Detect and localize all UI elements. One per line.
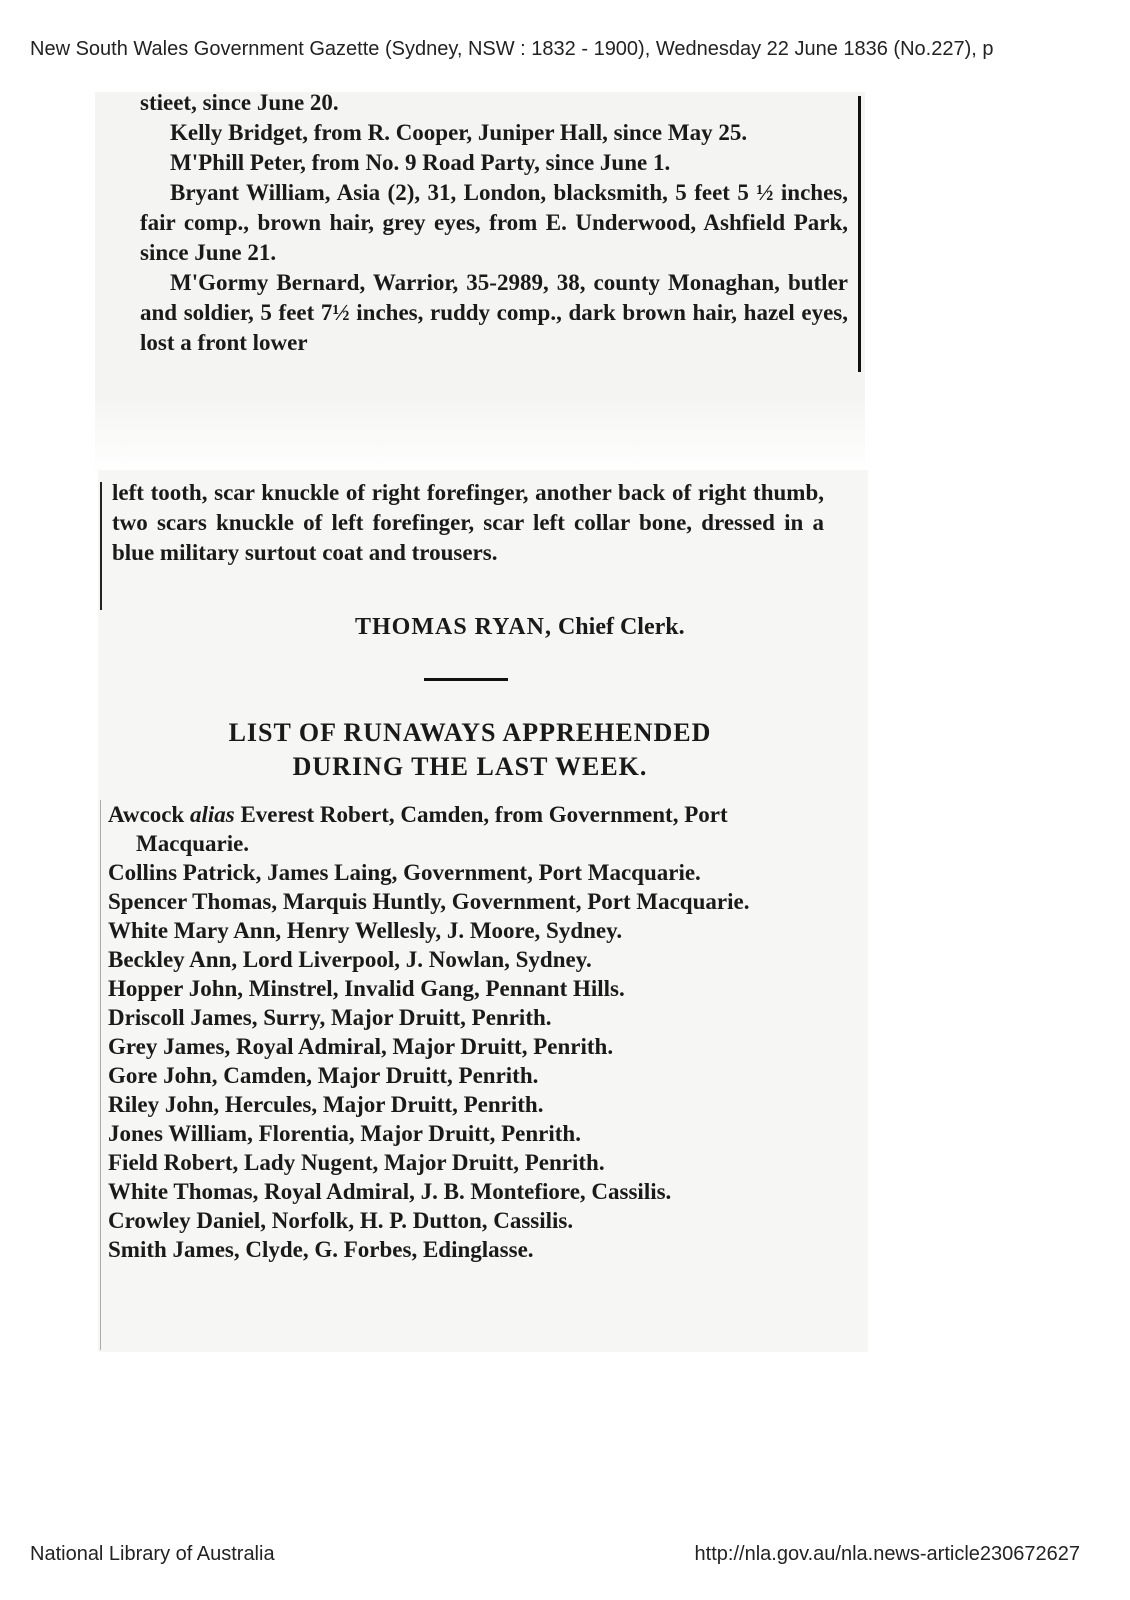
- article-column-bottom: [112, 478, 824, 568]
- column-rule-left: [100, 482, 102, 610]
- article-column-top: [140, 88, 848, 358]
- list-item: [108, 800, 820, 858]
- list-item: Smith James, Clyde, G. Forbes, Edinglasse.: [108, 1237, 534, 1262]
- signature: [355, 612, 835, 642]
- page-header-title: New South Wales Government Gazette (Sydney, NSW : 1832 - 1900), Wednesday 22 June 1836 (No.227), p: [30, 38, 994, 60]
- article-paragraph: M'Gormy Bernard, Warrior, 35-2989, 38, county Monaghan, butler and soldier, 5 feet 7½ inches, ruddy comp., dark brown hair, hazel eyes, lost a front lower: [140, 270, 848, 355]
- list-item: Crowley Daniel, Norfolk, H. P. Dutton, Cassilis.: [108, 1208, 574, 1233]
- list-item: Driscoll James, Surry, Major Druitt, Penrith.: [108, 1005, 552, 1030]
- list-item-alias: alias: [189, 802, 235, 827]
- list-item: White Thomas, Royal Admiral, J. B. Montefiore, Cassilis.: [108, 1179, 672, 1204]
- article-paragraph: Kelly Bridget, from R. Cooper, Juniper Hall, since May 25.: [170, 120, 748, 145]
- section-divider: [424, 678, 508, 681]
- list-item: Beckley Ann, Lord Liverpool, J. Nowlan, Sydney.: [108, 947, 592, 972]
- list-heading: [120, 716, 820, 784]
- list-heading-line: LIST OF RUNAWAYS APPREHENDED: [228, 718, 712, 747]
- list-item: Jones William, Florentia, Major Druitt, Penrith.: [108, 1121, 581, 1146]
- list-item: Hopper John, Minstrel, Invalid Gang, Pennant Hills.: [108, 976, 625, 1001]
- scan-fade: [95, 395, 865, 475]
- footer-source: National Library of Australia: [30, 1543, 275, 1565]
- signature-name: THOMAS RYAN,: [355, 614, 552, 640]
- footer-url[interactable]: http://nla.gov.au/nla.news-article230672627: [694, 1543, 1080, 1565]
- article-paragraph: M'Phill Peter, from No. 9 Road Party, since June 1.: [170, 150, 671, 175]
- column-rule-left-faint: [100, 800, 101, 1350]
- list-item: White Mary Ann, Henry Wellesly, J. Moore, Sydney.: [108, 918, 623, 943]
- article-paragraph: Bryant William, Asia (2), 31, London, blacksmith, 5 feet 5 ½ inches, fair comp., brown hair, grey eyes, from E. Underwood, Ashfield Park, since June 21.: [140, 180, 848, 265]
- runaways-list: [108, 800, 820, 1264]
- list-item: Collins Patrick, James Laing, Government, Port Macquarie.: [108, 860, 701, 885]
- list-item: Riley John, Hercules, Major Druitt, Penrith.: [108, 1092, 544, 1117]
- list-heading-line: DURING THE LAST WEEK.: [292, 752, 648, 781]
- column-rule-right: [858, 96, 861, 372]
- list-item: Field Robert, Lady Nugent, Major Druitt, Penrith.: [108, 1150, 605, 1175]
- list-item-text: Awcock: [108, 802, 190, 827]
- list-item-text: Everest Robert, Camden, from Government, Port Macquarie.: [136, 802, 728, 856]
- article-paragraph: stieet, since June 20.: [140, 90, 339, 115]
- list-item: Gore John, Camden, Major Druitt, Penrith.: [108, 1063, 539, 1088]
- signature-title: Chief Clerk.: [557, 614, 685, 640]
- list-item: Spencer Thomas, Marquis Huntly, Government, Port Macquarie.: [108, 889, 750, 914]
- list-item: Grey James, Royal Admiral, Major Druitt, Penrith.: [108, 1034, 614, 1059]
- article-continuation: left tooth, scar knuckle of right forefinger, another back of right thumb, two scars knuckle of left forefinger, scar left collar bone, dressed in a blue military surtout coat and trousers.: [112, 480, 824, 565]
